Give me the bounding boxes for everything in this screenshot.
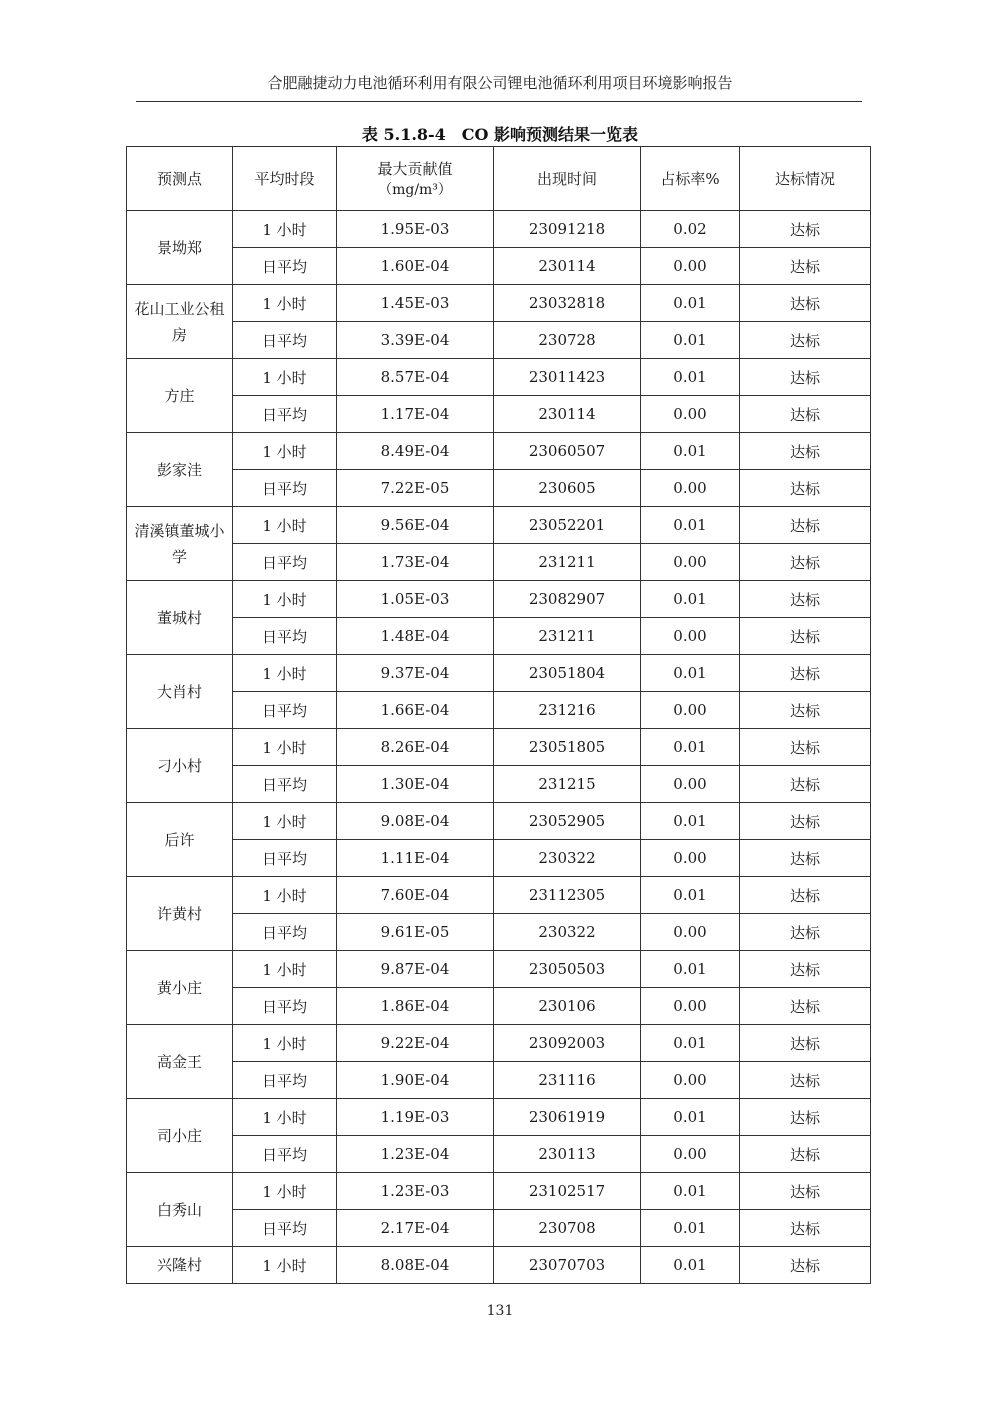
compliance-status-cell: 达标 [740,692,871,729]
period-cell: 1 小时 [233,877,337,914]
station-name-cell: 方庄 [127,359,233,433]
occurrence-time-cell: 230728 [494,322,641,359]
station-name-cell: 董城村 [127,581,233,655]
ratio-cell: 0.01 [641,507,740,544]
ratio-cell: 0.01 [641,1173,740,1210]
compliance-status-cell: 达标 [740,211,871,248]
period-cell: 1 小时 [233,507,337,544]
table-row [127,766,871,803]
max-value-cell: 1.73E-04 [337,544,494,581]
max-value-cell: 8.49E-04 [337,433,494,470]
occurrence-time-cell: 231216 [494,692,641,729]
period-cell: 1 小时 [233,729,337,766]
ratio-cell: 0.00 [641,470,740,507]
ratio-cell: 0.00 [641,1062,740,1099]
ratio-cell: 0.00 [641,766,740,803]
ratio-cell: 0.00 [641,1136,740,1173]
table-header-row [127,147,871,211]
station-name-cell: 刁小村 [127,729,233,803]
compliance-status-cell: 达标 [740,877,871,914]
period-cell: 日平均 [233,470,337,507]
station-name-cell: 大肖村 [127,655,233,729]
station-name-cell: 高金王 [127,1025,233,1099]
compliance-status-cell: 达标 [740,988,871,1025]
station-name-cell: 彭家洼 [127,433,233,507]
column-header-period: 平均时段 [233,147,337,211]
page-number: 131 [486,1303,514,1319]
ratio-cell: 0.01 [641,803,740,840]
occurrence-time-cell: 23050503 [494,951,641,988]
occurrence-time-cell: 23011423 [494,359,641,396]
max-value-cell: 1.90E-04 [337,1062,494,1099]
table-caption: 表 5.1.8-4 CO 影响预测结果一览表 [361,125,639,144]
column-header-time: 出现时间 [494,147,641,211]
compliance-status-cell: 达标 [740,914,871,951]
period-cell: 1 小时 [233,1025,337,1062]
max-value-cell: 7.60E-04 [337,877,494,914]
table-row [127,951,871,988]
ratio-cell: 0.00 [641,692,740,729]
ratio-cell: 0.00 [641,544,740,581]
station-name-cell: 黄小庄 [127,951,233,1025]
column-header-station: 预测点 [127,147,233,211]
table-row [127,322,871,359]
table-row [127,618,871,655]
station-name-cell: 司小庄 [127,1099,233,1173]
occurrence-time-cell: 231116 [494,1062,641,1099]
co-prediction-table [126,146,871,1284]
compliance-status-cell: 达标 [740,618,871,655]
table-row [127,877,871,914]
period-cell: 日平均 [233,618,337,655]
occurrence-time-cell: 231211 [494,544,641,581]
occurrence-time-cell: 23061919 [494,1099,641,1136]
period-cell: 日平均 [233,692,337,729]
table-row [127,544,871,581]
ratio-cell: 0.00 [641,914,740,951]
table-row [127,1247,871,1284]
period-cell: 1 小时 [233,803,337,840]
occurrence-time-cell: 23102517 [494,1173,641,1210]
header-divider [136,101,862,102]
max-value-cell: 1.60E-04 [337,248,494,285]
table-row [127,803,871,840]
ratio-cell: 0.01 [641,359,740,396]
compliance-status-cell: 达标 [740,655,871,692]
table-row [127,470,871,507]
period-cell: 1 小时 [233,433,337,470]
ratio-cell: 0.00 [641,618,740,655]
max-value-cell: 1.23E-04 [337,1136,494,1173]
compliance-status-cell: 达标 [740,1025,871,1062]
occurrence-time-cell: 23112305 [494,877,641,914]
table-row [127,285,871,322]
column-header-ratio: 占标率% [641,147,740,211]
ratio-cell: 0.00 [641,396,740,433]
station-name-cell: 景坳郑 [127,211,233,285]
max-value-cell: 9.08E-04 [337,803,494,840]
period-cell: 1 小时 [233,951,337,988]
table-row [127,914,871,951]
table-row [127,692,871,729]
max-value-cell: 1.19E-03 [337,1099,494,1136]
table-row [127,433,871,470]
max-value-label: 最大贡献值 [377,160,453,178]
max-value-cell: 8.26E-04 [337,729,494,766]
ratio-cell: 0.02 [641,211,740,248]
occurrence-time-cell: 230605 [494,470,641,507]
table-row [127,248,871,285]
table-row [127,1099,871,1136]
occurrence-time-cell: 23052201 [494,507,641,544]
occurrence-time-cell: 230114 [494,248,641,285]
occurrence-time-cell: 230114 [494,396,641,433]
table-row [127,359,871,396]
max-value-cell: 1.11E-04 [337,840,494,877]
table-row [127,655,871,692]
station-name-cell: 兴隆村 [127,1247,233,1284]
max-value-cell: 9.56E-04 [337,507,494,544]
occurrence-time-cell: 231215 [494,766,641,803]
occurrence-time-cell: 23032818 [494,285,641,322]
max-value-cell: 1.95E-03 [337,211,494,248]
table-row [127,1062,871,1099]
period-cell: 日平均 [233,1062,337,1099]
max-value-unit: （mg/m³） [378,182,452,198]
occurrence-time-cell: 23082907 [494,581,641,618]
period-cell: 日平均 [233,988,337,1025]
period-cell: 1 小时 [233,285,337,322]
table-row [127,1025,871,1062]
period-cell: 日平均 [233,766,337,803]
ratio-cell: 0.01 [641,433,740,470]
occurrence-time-cell: 23091218 [494,211,641,248]
occurrence-time-cell: 230106 [494,988,641,1025]
max-value-cell: 1.86E-04 [337,988,494,1025]
table-row [127,988,871,1025]
period-cell: 1 小时 [233,655,337,692]
compliance-status-cell: 达标 [740,840,871,877]
ratio-cell: 0.01 [641,877,740,914]
period-cell: 1 小时 [233,1099,337,1136]
station-name-cell: 清溪镇董城小学 [127,507,233,581]
max-value-cell: 3.39E-04 [337,322,494,359]
occurrence-time-cell: 23051805 [494,729,641,766]
column-header-status: 达标情况 [740,147,871,211]
max-value-cell: 1.05E-03 [337,581,494,618]
max-value-cell: 1.17E-04 [337,396,494,433]
compliance-status-cell: 达标 [740,1210,871,1247]
compliance-status-cell: 达标 [740,766,871,803]
compliance-status-cell: 达标 [740,581,871,618]
ratio-cell: 0.00 [641,988,740,1025]
period-cell: 日平均 [233,396,337,433]
ratio-cell: 0.01 [641,655,740,692]
max-value-cell: 8.08E-04 [337,1247,494,1284]
period-cell: 日平均 [233,840,337,877]
table-row [127,1210,871,1247]
max-value-cell: 1.66E-04 [337,692,494,729]
station-name-cell: 许黄村 [127,877,233,951]
max-value-cell: 2.17E-04 [337,1210,494,1247]
compliance-status-cell: 达标 [740,951,871,988]
ratio-cell: 0.01 [641,1025,740,1062]
compliance-status-cell: 达标 [740,507,871,544]
period-cell: 1 小时 [233,211,337,248]
column-header-max-value [337,147,494,211]
occurrence-time-cell: 230322 [494,914,641,951]
ratio-cell: 0.01 [641,951,740,988]
occurrence-time-cell: 231211 [494,618,641,655]
ratio-cell: 0.01 [641,729,740,766]
compliance-status-cell: 达标 [740,248,871,285]
ratio-cell: 0.01 [641,1210,740,1247]
max-value-cell: 9.61E-05 [337,914,494,951]
compliance-status-cell: 达标 [740,544,871,581]
compliance-status-cell: 达标 [740,1136,871,1173]
max-value-cell: 1.45E-03 [337,285,494,322]
ratio-cell: 0.00 [641,248,740,285]
max-value-cell: 9.87E-04 [337,951,494,988]
period-cell: 日平均 [233,1136,337,1173]
max-value-cell: 9.37E-04 [337,655,494,692]
max-value-cell: 1.48E-04 [337,618,494,655]
table-row [127,1173,871,1210]
station-name-cell: 花山工业公租房 [127,285,233,359]
period-cell: 1 小时 [233,359,337,396]
period-cell: 1 小时 [233,1247,337,1284]
compliance-status-cell: 达标 [740,396,871,433]
period-cell: 日平均 [233,248,337,285]
station-name-cell: 白秀山 [127,1173,233,1247]
max-value-cell: 1.23E-03 [337,1173,494,1210]
table-row [127,211,871,248]
report-header-title: 合肥融捷动力电池循环利用有限公司锂电池循环利用项目环境影响报告 [267,74,733,92]
max-value-cell: 7.22E-05 [337,470,494,507]
period-cell: 日平均 [233,544,337,581]
ratio-cell: 0.00 [641,840,740,877]
period-cell: 1 小时 [233,1173,337,1210]
compliance-status-cell: 达标 [740,1247,871,1284]
occurrence-time-cell: 230708 [494,1210,641,1247]
period-cell: 1 小时 [233,581,337,618]
occurrence-time-cell: 230322 [494,840,641,877]
occurrence-time-cell: 23092003 [494,1025,641,1062]
table-row [127,507,871,544]
ratio-cell: 0.01 [641,285,740,322]
max-value-cell: 1.30E-04 [337,766,494,803]
compliance-status-cell: 达标 [740,729,871,766]
compliance-status-cell: 达标 [740,322,871,359]
occurrence-time-cell: 23070703 [494,1247,641,1284]
period-cell: 日平均 [233,322,337,359]
occurrence-time-cell: 23051804 [494,655,641,692]
table-row [127,840,871,877]
table-body [127,211,871,1284]
compliance-status-cell: 达标 [740,470,871,507]
occurrence-time-cell: 23052905 [494,803,641,840]
period-cell: 日平均 [233,914,337,951]
max-value-cell: 8.57E-04 [337,359,494,396]
compliance-status-cell: 达标 [740,803,871,840]
table-row [127,581,871,618]
max-value-cell: 9.22E-04 [337,1025,494,1062]
ratio-cell: 0.01 [641,1099,740,1136]
occurrence-time-cell: 23060507 [494,433,641,470]
ratio-cell: 0.01 [641,1247,740,1284]
compliance-status-cell: 达标 [740,1062,871,1099]
compliance-status-cell: 达标 [740,359,871,396]
ratio-cell: 0.01 [641,322,740,359]
compliance-status-cell: 达标 [740,433,871,470]
table-row [127,729,871,766]
compliance-status-cell: 达标 [740,1099,871,1136]
station-name-cell: 后许 [127,803,233,877]
period-cell: 日平均 [233,1210,337,1247]
table-row [127,396,871,433]
occurrence-time-cell: 230113 [494,1136,641,1173]
compliance-status-cell: 达标 [740,1173,871,1210]
table-row [127,1136,871,1173]
ratio-cell: 0.01 [641,581,740,618]
compliance-status-cell: 达标 [740,285,871,322]
